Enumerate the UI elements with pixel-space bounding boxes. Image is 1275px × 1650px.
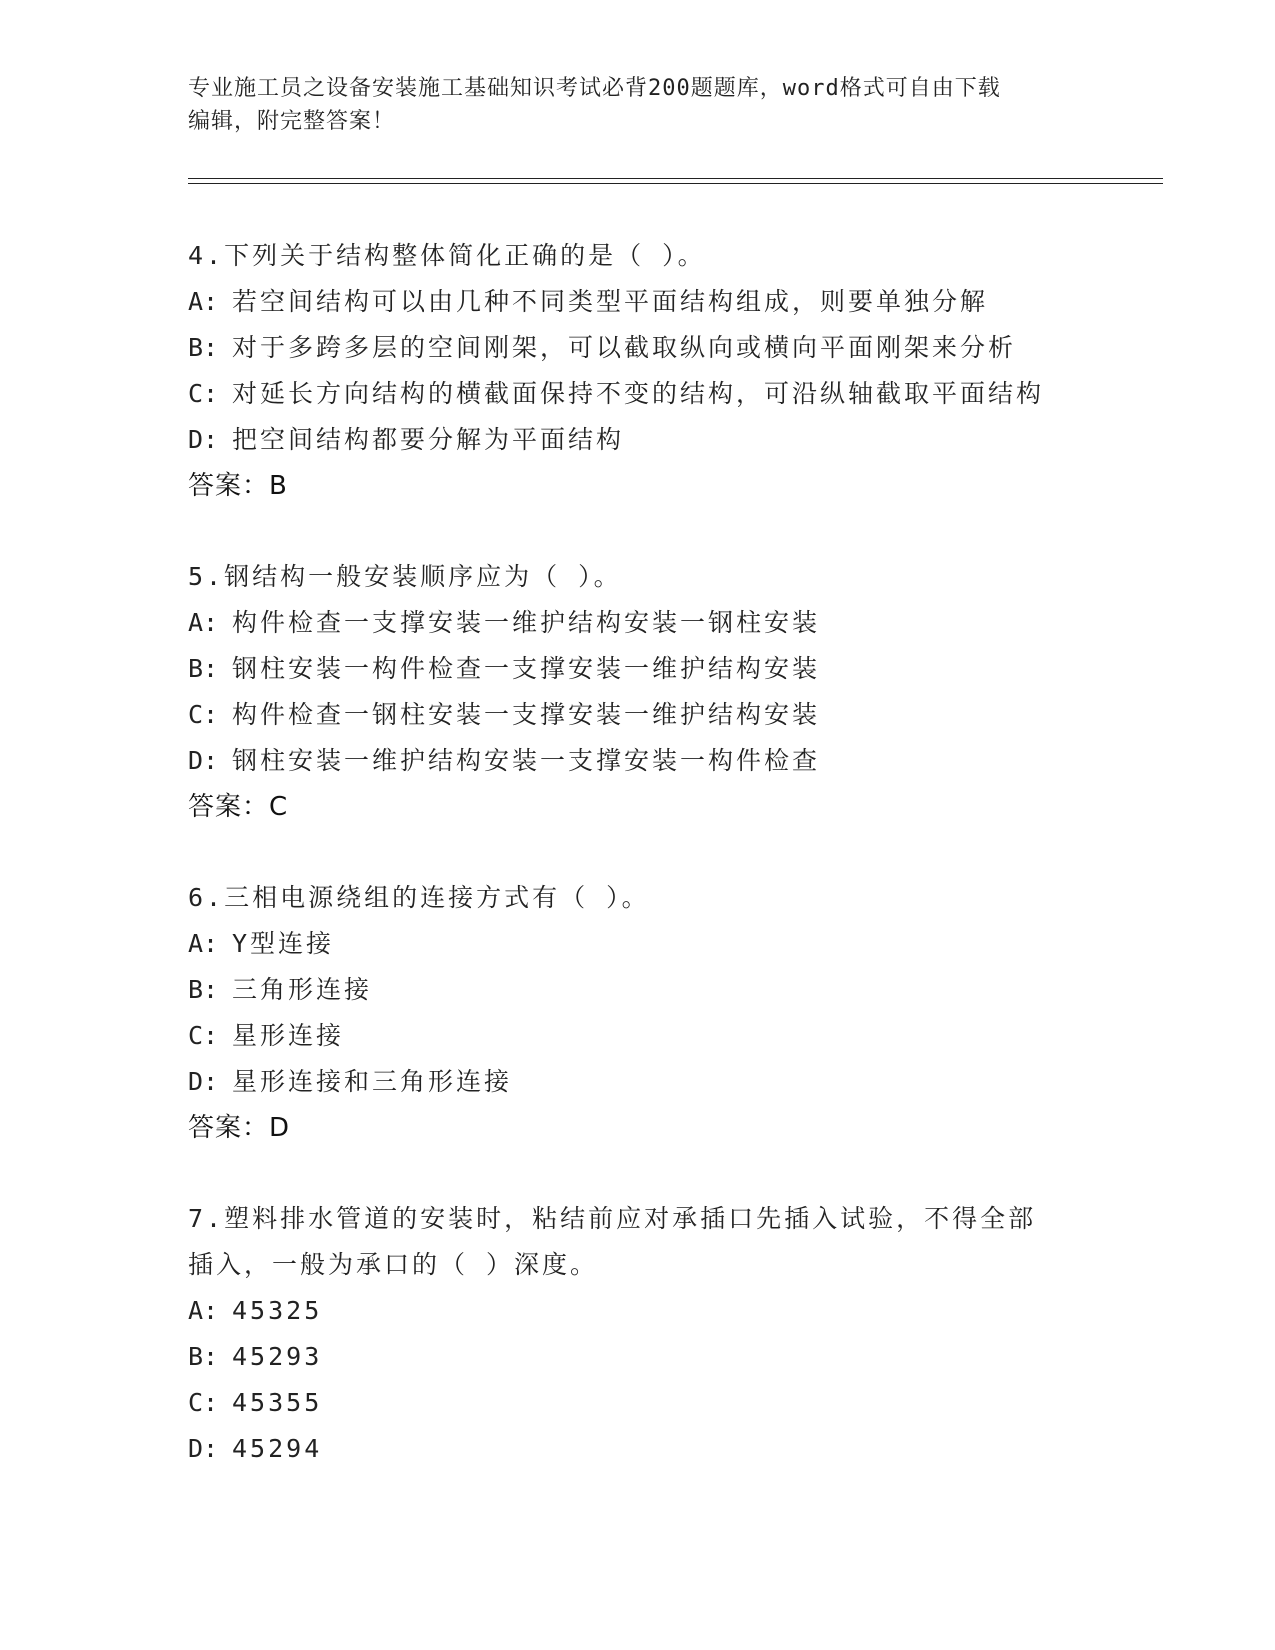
option-text: 构件检查一支撑安装一维护结构安装一钢柱安装 bbox=[232, 608, 821, 637]
option-text: 若空间结构可以由几种不同类型平面结构组成，则要单独分解 bbox=[232, 287, 989, 316]
question-5 bbox=[188, 554, 1088, 830]
option-text: 对延长方向结构的横截面保持不变的结构，可沿纵轴截取平面结构 bbox=[232, 379, 1045, 408]
option-letter: B: bbox=[188, 975, 219, 1004]
question-stem: 5.钢结构一般安装顺序应为（ ）。 bbox=[188, 562, 622, 591]
option-b bbox=[188, 646, 1088, 692]
header-line-1: 专业施工员之设备安装施工基础知识考试必背200题题库，word格式可自由下载 bbox=[188, 76, 1001, 101]
document-header bbox=[188, 72, 1088, 138]
option-b bbox=[188, 1334, 1088, 1380]
option-b bbox=[188, 325, 1088, 371]
option-text: 45293 bbox=[232, 1342, 323, 1371]
header-rule-top bbox=[188, 178, 1163, 179]
option-text: 星形连接和三角形连接 bbox=[232, 1067, 513, 1096]
option-c bbox=[188, 1380, 1088, 1426]
answer-label: 答案：C bbox=[188, 792, 289, 822]
option-text: 三角形连接 bbox=[232, 975, 373, 1004]
option-letter: B: bbox=[188, 1342, 219, 1371]
option-text: 45355 bbox=[232, 1388, 323, 1417]
option-letter: D: bbox=[188, 425, 219, 454]
option-text: Y型连接 bbox=[232, 929, 335, 958]
option-text: 把空间结构都要分解为平面结构 bbox=[232, 425, 625, 454]
option-a bbox=[188, 921, 1088, 967]
question-7 bbox=[188, 1196, 1088, 1472]
option-letter: A: bbox=[188, 1296, 219, 1325]
option-letter: C: bbox=[188, 1388, 219, 1417]
option-text: 星形连接 bbox=[232, 1021, 345, 1050]
option-text: 45294 bbox=[232, 1434, 323, 1463]
option-text: 钢柱安装一维护结构安装一支撑安装一构件检查 bbox=[232, 746, 821, 775]
header-rule-bottom bbox=[188, 183, 1163, 184]
question-stem: 4.下列关于结构整体简化正确的是（ ）。 bbox=[188, 241, 706, 270]
option-letter: A: bbox=[188, 608, 219, 637]
option-text: 对于多跨多层的空间刚架，可以截取纵向或横向平面刚架来分析 bbox=[232, 333, 1017, 362]
question-stem: 6.三相电源绕组的连接方式有（ ）。 bbox=[188, 883, 650, 912]
option-letter: A: bbox=[188, 287, 219, 316]
question-4 bbox=[188, 233, 1088, 509]
option-b bbox=[188, 967, 1088, 1013]
option-text: 钢柱安装一构件检查一支撑安装一维护结构安装 bbox=[232, 654, 821, 683]
answer-label: 答案：D bbox=[188, 1113, 291, 1143]
answer-label: 答案：B bbox=[188, 471, 288, 501]
question-6 bbox=[188, 875, 1088, 1151]
option-text: 构件检查一钢柱安装一支撑安装一维护结构安装 bbox=[232, 700, 821, 729]
option-a bbox=[188, 279, 1088, 325]
option-d bbox=[188, 1059, 1088, 1105]
option-letter: D: bbox=[188, 746, 219, 775]
option-letter: D: bbox=[188, 1434, 219, 1463]
option-letter: C: bbox=[188, 700, 219, 729]
option-letter: D: bbox=[188, 1067, 219, 1096]
option-a bbox=[188, 1288, 1088, 1334]
option-letter: B: bbox=[188, 333, 219, 362]
option-c bbox=[188, 371, 1088, 417]
option-d bbox=[188, 1426, 1088, 1472]
header-line-2: 编辑，附完整答案！ bbox=[188, 109, 396, 134]
option-letter: B: bbox=[188, 654, 219, 683]
option-letter: C: bbox=[188, 379, 219, 408]
option-text: 45325 bbox=[232, 1296, 323, 1325]
question-stem-line-1: 7.塑料排水管道的安装时，粘结前应对承插口先插入试验，不得全部 bbox=[188, 1204, 1037, 1233]
option-c bbox=[188, 692, 1088, 738]
option-letter: C: bbox=[188, 1021, 219, 1050]
option-d bbox=[188, 417, 1088, 463]
question-stem-line-2: 插入，一般为承口的（ ）深度。 bbox=[188, 1250, 599, 1279]
option-c bbox=[188, 1013, 1088, 1059]
option-d bbox=[188, 738, 1088, 784]
option-letter: A: bbox=[188, 929, 219, 958]
option-a bbox=[188, 600, 1088, 646]
